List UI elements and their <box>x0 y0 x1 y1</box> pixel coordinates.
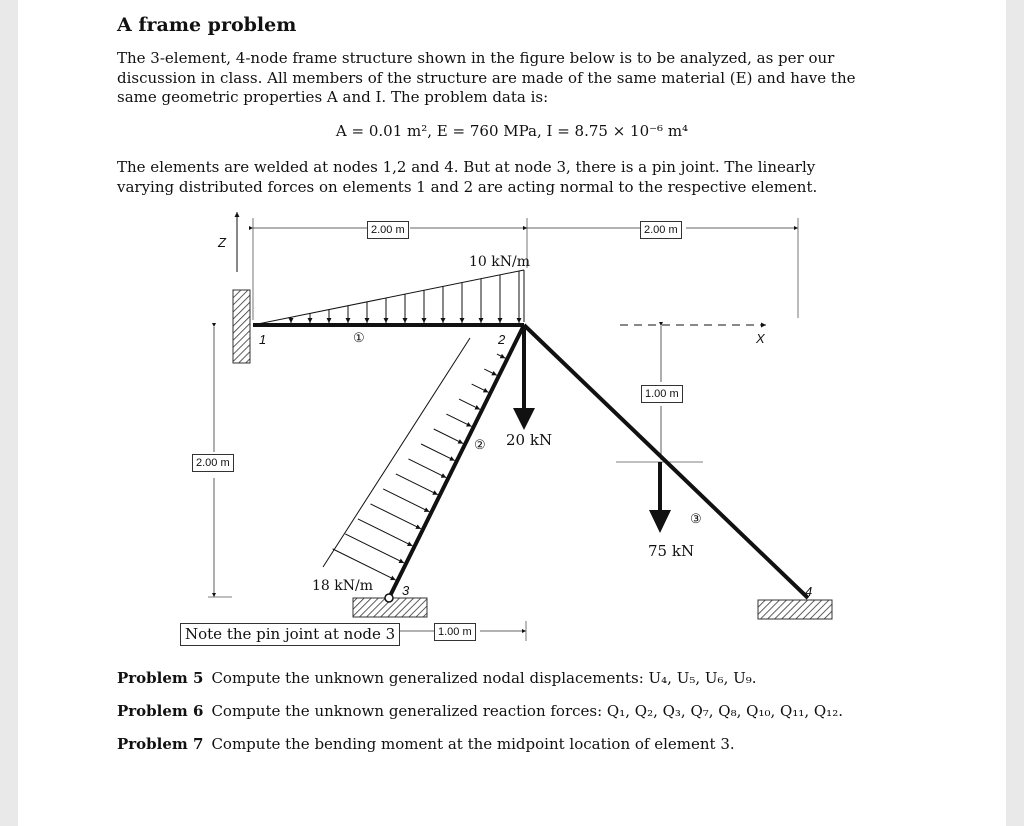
node-1-label: 1 <box>259 332 267 347</box>
force-20kn-label: 20 kN <box>506 431 553 449</box>
load-arrow-element-2 <box>472 384 489 392</box>
problem-5 <box>117 669 757 687</box>
dimension-left: 2.00 m <box>192 454 234 472</box>
load-arrow-element-2 <box>396 474 438 495</box>
node-2-label: 2 <box>498 332 506 347</box>
load-arrow-element-2 <box>497 354 505 358</box>
dimension-top-left: 2.00 m <box>367 221 409 239</box>
load-arrow-element-2 <box>371 504 421 529</box>
load-arrow-element-2 <box>358 519 413 546</box>
load-top-label: 10 kN/m <box>469 254 530 270</box>
element-1-label: ① <box>353 331 365 346</box>
support-node-4 <box>758 600 832 619</box>
z-axis-label: Z <box>218 235 226 250</box>
load-arrow-element-2 <box>484 369 497 375</box>
problem-6-label: Problem 6 <box>117 702 204 720</box>
distributed-load-element-2 <box>333 354 506 580</box>
load-envelope-element-2 <box>323 338 470 567</box>
pin-joint-note: Note the pin joint at node 3 <box>180 623 400 646</box>
load-arrow-element-2 <box>446 414 471 426</box>
problem-6 <box>117 702 843 720</box>
intro-paragraph: The 3-element, 4-node frame structure shown in the figure below is to be analyzed, as per our discussion in class. All members of the structure are made of the same material (E) and have the same geometric properties A and I. The problem data is: <box>117 49 856 106</box>
load-arrow-element-2 <box>459 399 480 409</box>
problem-data-equation: A = 0.01 m², E = 760 MPa, I = 8.75 × 10⁻⁶ m⁴ <box>335 122 689 140</box>
problem-7-text: Compute the bending moment at the midpoint location of element 3. <box>211 735 735 753</box>
load-arrow-element-2 <box>434 429 463 444</box>
problem-7-label: Problem 7 <box>117 735 204 753</box>
x-axis-label: X <box>756 331 765 346</box>
problem-5-label: Problem 5 <box>117 669 204 687</box>
element-2-label: ② <box>474 438 486 453</box>
dimension-bottom: 1.00 m <box>434 623 476 641</box>
pin-joint-node-3 <box>385 594 393 602</box>
load-arrow-element-2 <box>345 534 404 563</box>
load-envelope-element-1 <box>253 270 524 325</box>
distributed-load-element-1 <box>291 271 519 323</box>
load-arrow-element-2 <box>383 489 429 512</box>
dimension-top-right: 2.00 m <box>640 221 682 239</box>
dimension-right: 1.00 m <box>641 385 683 403</box>
fixed-support-node-1 <box>233 290 250 363</box>
problem-5-text: Compute the unknown generalized nodal displacements: U₄, U₅, U₆, U₉. <box>211 669 757 687</box>
load-bottom-label: 18 kN/m <box>312 578 373 594</box>
element-2 <box>389 325 524 598</box>
force-75kn-label: 75 kN <box>648 542 695 560</box>
node-3-label: 3 <box>402 583 410 598</box>
load-arrow-element-2 <box>333 549 396 580</box>
problem-6-text: Compute the unknown generalized reaction forces: Q₁, Q₂, Q₃, Q₇, Q₈, Q₁₀, Q₁₁, Q₁₂. <box>211 702 843 720</box>
node-4-label: 4 <box>805 584 813 599</box>
page-title: A frame problem <box>117 14 297 36</box>
element-3-label: ③ <box>690 512 702 527</box>
problem-7 <box>117 735 735 753</box>
load-arrow-element-2 <box>408 459 446 478</box>
description-paragraph: The elements are welded at nodes 1,2 and 4. But at node 3, there is a pin joint. The linearly varying distributed forces on elements 1 and 2 are acting normal to the respective element. <box>117 158 818 196</box>
load-arrow-element-2 <box>421 444 455 461</box>
